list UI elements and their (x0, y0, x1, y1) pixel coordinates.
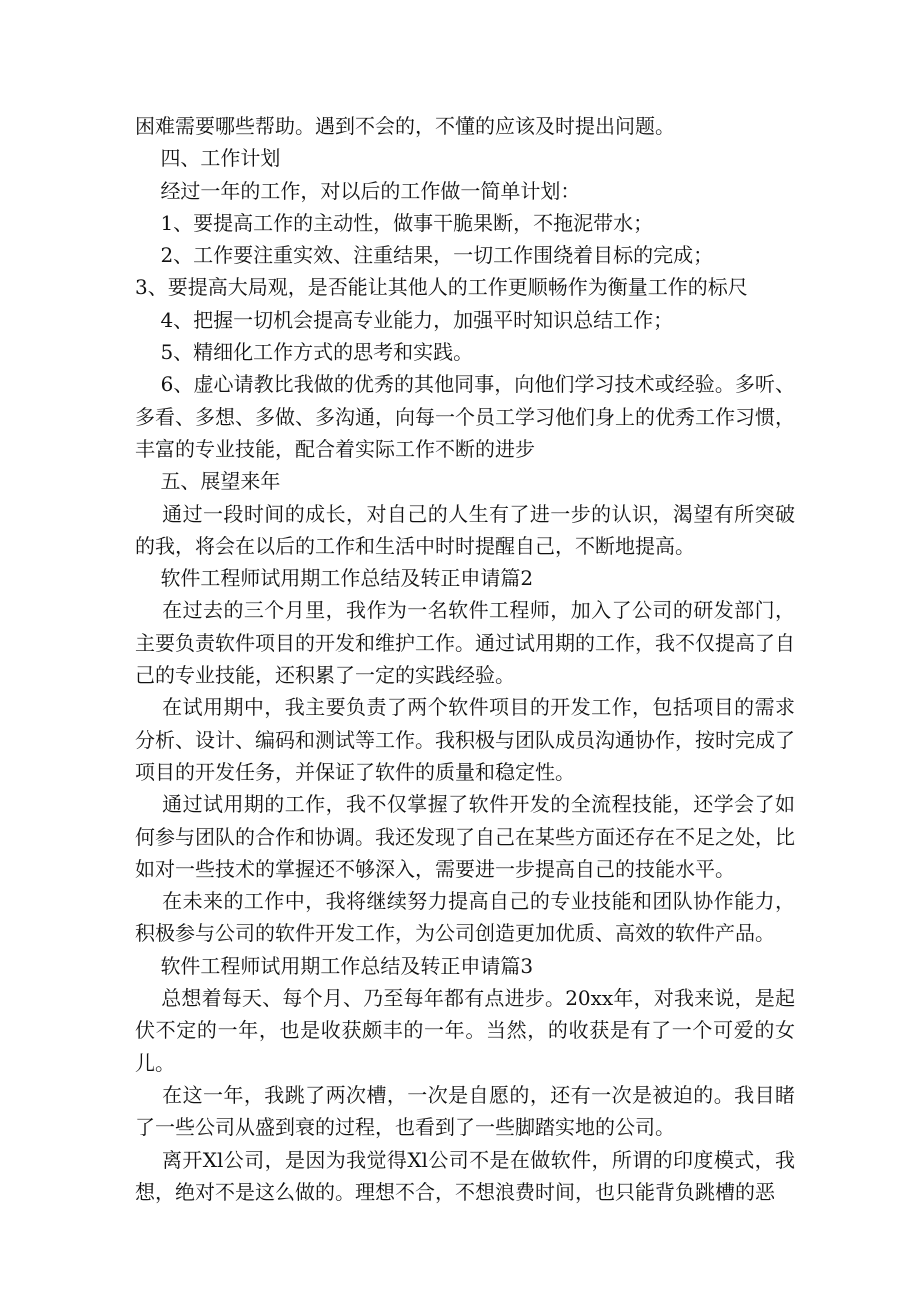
list-item: 1、要提高工作的主动性，做事干脆果断，不拖泥带水； (135, 210, 654, 235)
paragraph: 在试用期中，我主要负责了两个软件项目的开发工作，包括项目的需求分析、设计、编码和测试等工作。我积极与团队成员沟通协作，按时完成了项目的开发任务，并保证了软件的质量和稳定性。 (135, 695, 796, 784)
paragraph: 困难需要哪些帮助。遇到不会的，不懂的应该及时提出问题。 (135, 114, 675, 138)
paragraph: 在未来的工作中，我将继续努力提高自己的专业技能和团队协作能力，积极参与公司的软件开发工作，为公司创造更加优质、高效的软件产品。 (135, 889, 796, 946)
paragraph: 在过去的三个月里，我作为一名软件工程师，加入了公司的研发部门，主要负责软件项目的开发和维护工作。通过试用期的工作，我不仅提高了自己的专业技能，还积累了一定的实践经验。 (135, 598, 796, 688)
list-item: 4、把握一切机会提高专业能力，加强平时知识总结工作； (135, 307, 674, 332)
paragraph: 离开Xl公司，是因为我觉得Xl公司不是在做软件，所谓的印度模式，我想，绝对不是这么做的。理想不合，不想浪费时间，也只能背负跳槽的恶 (135, 1147, 795, 1204)
paragraph: 通过试用期的工作，我不仅掌握了软件开发的全流程技能，还学会了如何参与团队的合作和协调。我还发现了自己在某些方面还存在不足之处，比如对一些技术的掌握还不够深入，需要进一步提高自己的技能水平。 (135, 792, 796, 881)
list-item: 3、要提高大局观，是否能让其他人的工作更顺畅作为衡量工作的标尺 (135, 275, 748, 300)
list-item: 6、虚心请教比我做的优秀的其他同事，向他们学习技术或经验。多听、多看、多想、多做、多沟通，向每一个员工学习他们身上的优秀工作习惯，丰富的专业技能，配合着实际工作不断的进步 (135, 372, 795, 461)
article-title-part2: 软件工程师试用期工作总结及转正申请篇2 (135, 566, 534, 591)
document-body (135, 110, 795, 1208)
section-heading-outlook: 五、展望来年 (135, 469, 281, 494)
list-item: 5、精细化工作方式的思考和实践。 (135, 340, 474, 365)
paragraph: 总想着每天、每个月、乃至每年都有点进步。20xx年，对我来说，是起伏不定的一年，也是收获颇丰的一年。当然，的收获是有了一个可爱的女儿。 (135, 986, 795, 1075)
paragraph: 经过一年的工作，对以后的工作做一简单计划： (135, 178, 581, 203)
paragraph: 在这一年，我跳了两次槽，一次是自愿的，还有一次是被迫的。我目睹了一些公司从盛到衰的过程，也看到了一些脚踏实地的公司。 (135, 1082, 796, 1140)
section-heading-work-plan: 四、工作计划 (135, 146, 281, 171)
paragraph: 通过一段时间的成长，对自己的人生有了进一步的认识，渴望有所突破的我，将会在以后的工作和生活中时时提醒自己，不断地提高。 (135, 501, 796, 558)
list-item: 2、工作要注重实效、注重结果，一切工作围绕着目标的完成； (135, 243, 714, 268)
article-title-part3: 软件工程师试用期工作总结及转正申请篇3 (135, 953, 534, 978)
